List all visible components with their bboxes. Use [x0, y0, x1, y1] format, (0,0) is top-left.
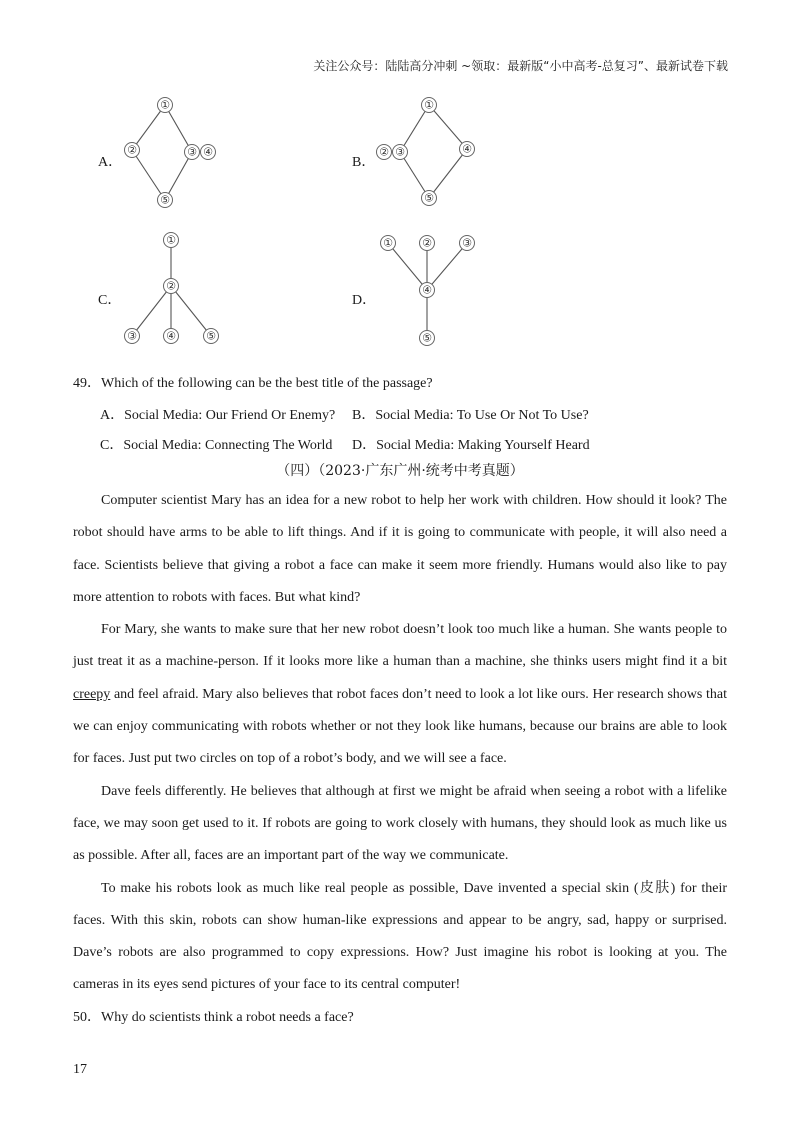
diagram-d-node-4	[420, 283, 435, 298]
svg-text:⑤: ⑤	[422, 331, 432, 345]
diagram-d	[370, 228, 500, 353]
svg-text:②: ②	[166, 279, 176, 293]
page-header: 关注公众号：陆陆高分冲刺 ~领取：最新版“小中高考-总复习”、最新试卷下载	[313, 59, 728, 73]
diagram-a-node-5	[158, 193, 173, 208]
svg-text:②: ②	[379, 145, 389, 159]
diagram-b-node-1	[422, 98, 437, 113]
svg-text:①: ①	[160, 98, 170, 112]
svg-text:②: ②	[422, 236, 432, 250]
reading-passage	[73, 485, 727, 1034]
paragraph-2-text-before: For Mary, she wants to make sure that her new robot doesn’t look too much like a human. She wants people to just treat it as a machine-person. If it looks more like a human than a machine, she thinks users might find it a bit	[73, 622, 727, 670]
q49-choice-b[interactable]: B．Social Media: To Use Or Not To Use?	[352, 408, 589, 423]
diagram-a	[110, 90, 240, 215]
option-b-label: B．	[352, 155, 376, 170]
section-title: （四）（2023·广东广州·统考中考真题）	[276, 463, 524, 479]
passage-paragraph-3: Dave feels differently. He believes that although at first we might be afraid when seeing a robot with a lifelike face, we may soon get used to it. If robots are going to work closely with humans, they should look as much like us as possible. After all, faces are an important part of the way we communicate.	[73, 783, 727, 864]
diagram-a-node-1	[158, 98, 173, 113]
svg-text:⑤: ⑤	[160, 193, 170, 207]
diagram-c	[110, 228, 240, 353]
q49-choice-a[interactable]: A．Social Media: Our Friend Or Enemy?	[100, 408, 336, 423]
diagram-c-node-4	[164, 329, 179, 344]
question-49: 49．Which of the following can be the best title of the passage?	[73, 376, 433, 391]
option-c-label: C．	[98, 293, 122, 308]
passage-paragraph-4: To make his robots look as much like real people as possible, Dave invented a special skin (皮肤) for their faces. With this skin, robots can show human-like expressions and appear to be angry, sad, happy or surprised. Dave’s robots are also programmed to copy expressions. How? Just imagine his robot is looking at you. The cameras in its eyes send pictures of your face to its central computer!	[73, 880, 727, 993]
q49-choice-d[interactable]: D．Social Media: Making Yourself Heard	[352, 438, 590, 453]
diagram-d-node-5	[420, 331, 435, 346]
diagram-a-node-3	[185, 145, 200, 160]
svg-text:③: ③	[395, 145, 405, 159]
diagram-b	[370, 90, 500, 215]
diagram-c-node-1	[164, 233, 179, 248]
diagram-a-node-4	[201, 145, 216, 160]
svg-text:①: ①	[383, 236, 393, 250]
diagram-c-node-3	[125, 329, 140, 344]
option-a-label: A．	[98, 155, 123, 170]
option-d-label: D．	[352, 293, 377, 308]
underlined-word: creepy	[73, 686, 111, 702]
q49-choice-c[interactable]: C．Social Media: Connecting The World	[100, 438, 333, 453]
svg-text:③: ③	[462, 236, 472, 250]
diagram-a-node-2	[125, 143, 140, 158]
passage-paragraph-2	[73, 614, 727, 775]
svg-text:③: ③	[127, 329, 137, 343]
passage-paragraph-1: Computer scientist Mary has an idea for a new robot to help her work with children. How should it look? The robot should have arms to be able to lift things. And if it is going to communicate with people, it will also need a face. Scientists believe that giving a robot a face can make it seem more friendly. Humans would also like to pay more attention to robots with faces. But what kind?	[73, 493, 727, 605]
svg-text:⑤: ⑤	[424, 191, 434, 205]
svg-text:⑤: ⑤	[206, 329, 216, 343]
diagram-b-node-4	[460, 142, 475, 157]
svg-text:④: ④	[462, 142, 472, 156]
svg-text:③: ③	[187, 145, 197, 159]
diagram-b-node-2	[377, 145, 392, 160]
paragraph-2-text-after: and feel afraid. Mary also believes that robot faces don’t need to look a lot like ours. Her research shows that we can enjoy communicating with robots whether or not they look like humans, because our brains are able to look for faces. Just put two circles on top of a robot’s body, and we will see a face.	[73, 686, 727, 767]
diagram-d-node-2	[420, 236, 435, 251]
svg-text:④: ④	[203, 145, 213, 159]
diagram-d-node-3	[460, 236, 475, 251]
question-50: 50．Why do scientists think a robot needs a face?	[73, 1009, 354, 1025]
diagram-c-node-5	[204, 329, 219, 344]
svg-text:④: ④	[422, 283, 432, 297]
diagram-d-node-1	[381, 236, 396, 251]
diagram-b-node-5	[422, 191, 437, 206]
svg-text:①: ①	[424, 98, 434, 112]
svg-text:④: ④	[166, 329, 176, 343]
diagram-b-node-3	[393, 145, 408, 160]
diagram-c-node-2	[164, 279, 179, 294]
svg-text:②: ②	[127, 143, 137, 157]
svg-text:①: ①	[166, 233, 176, 247]
page-number: 17	[73, 1062, 87, 1077]
